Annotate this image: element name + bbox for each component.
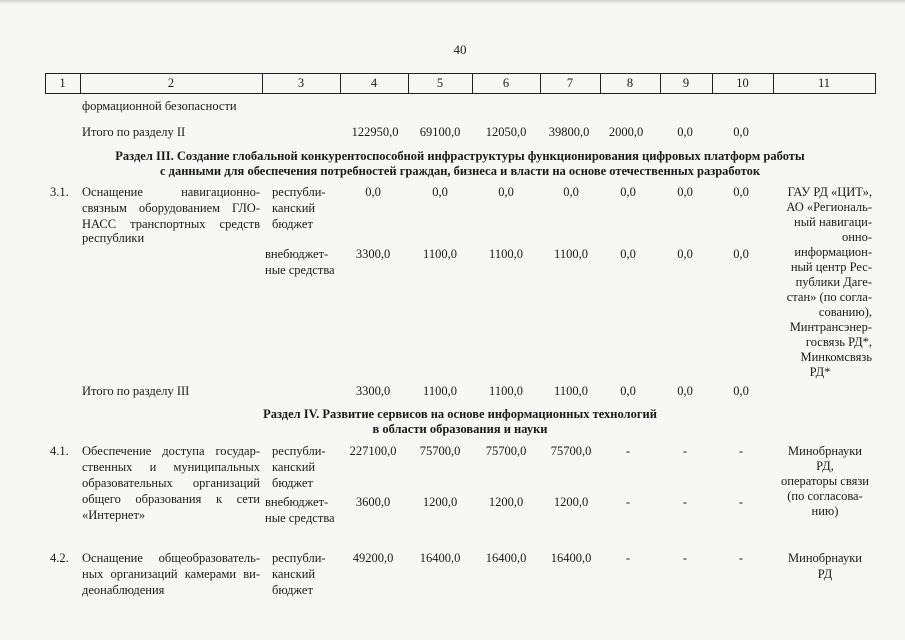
executor: АО «Региональ- — [786, 200, 872, 214]
cell-value: - — [682, 551, 688, 565]
cell-value: 16400,0 — [419, 551, 461, 565]
cell-value: 0,0 — [733, 247, 749, 261]
cell-value: 3600,0 — [355, 495, 391, 509]
cell-value: - — [738, 444, 744, 458]
funding-source: республи- — [272, 551, 326, 565]
executor: Минкомсвязь — [800, 350, 872, 364]
executor: публики Даге- — [795, 275, 872, 289]
header-col-10: 10 — [736, 76, 749, 90]
total-value: 0,0 — [733, 125, 749, 139]
total-value: 12050,0 — [485, 125, 527, 139]
header-col-6: 6 — [502, 76, 510, 90]
cell-value: 75700,0 — [485, 444, 527, 458]
row-number: 4.2. — [50, 551, 69, 565]
carryover-text: формационной безопасности — [82, 99, 237, 113]
cell-value: - — [625, 444, 631, 458]
header-col-11: 11 — [817, 76, 831, 90]
cell-value: - — [738, 551, 744, 565]
cell-value: 3300,0 — [355, 247, 391, 261]
executor: Минобрнауки — [788, 444, 862, 458]
total-value: 0,0 — [620, 384, 636, 398]
col-divider — [875, 73, 876, 94]
total-value: 0,0 — [733, 384, 749, 398]
cell-value: 1100,0 — [554, 247, 588, 261]
total-label: Итого по разделу II — [82, 125, 186, 139]
cell-value: - — [625, 495, 631, 509]
executor: информацион- — [794, 245, 872, 259]
funding-source: бюджет — [272, 217, 313, 231]
funding-source: бюджет — [272, 583, 313, 597]
funding-source: внебюджет- — [265, 247, 329, 261]
total-value: 1100,0 — [554, 384, 588, 398]
scan-edge — [0, 0, 905, 4]
executor: онно- — [841, 230, 872, 244]
section-4-title: Раздел IV. Развитие сервисов на основе информационных технологий — [263, 407, 657, 421]
executor: операторы связи — [781, 474, 869, 488]
cell-value: 1200,0 — [422, 495, 458, 509]
cell-value: 0,0 — [677, 247, 693, 261]
row-description: Оснащение навигационно- — [82, 185, 260, 199]
header-col-5: 5 — [436, 76, 444, 90]
total-value: 39800,0 — [548, 125, 590, 139]
total-value: 0,0 — [677, 125, 693, 139]
row-description: общего образования к сети — [82, 492, 260, 506]
page-number: 40 — [453, 42, 467, 57]
funding-source: бюджет — [272, 476, 313, 490]
executor: (по согласова- — [787, 489, 863, 503]
executor: Минобрнауки — [788, 551, 862, 565]
row-description: ственных и муниципальных — [82, 460, 260, 474]
row-number: 4.1. — [50, 444, 69, 458]
cell-value: 227100,0 — [349, 444, 397, 458]
executor: ГАУ РД «ЦИТ», — [787, 185, 872, 199]
executor: сованию), — [818, 305, 872, 319]
header-col-8: 8 — [626, 76, 634, 90]
cell-value: 1200,0 — [488, 495, 524, 509]
cell-value: - — [738, 495, 744, 509]
total-value: 122950,0 — [351, 125, 399, 139]
executor: РД, — [816, 459, 834, 473]
section-4-title-cont: в области образования и науки — [372, 422, 548, 436]
row-description: деонаблюдения — [82, 583, 165, 597]
header-col-1: 1 — [59, 76, 66, 90]
total-value: 69100,0 — [419, 125, 461, 139]
row-description: связным оборудованием ГЛО- — [82, 201, 260, 215]
funding-source: республи- — [272, 444, 326, 458]
section-3-title-cont: с данными для обеспечения потребностей граждан, бизнеса и власти на основе отечественных разработок — [159, 164, 761, 178]
funding-source: ные средства — [265, 263, 335, 277]
cell-value: - — [682, 495, 688, 509]
funding-source: канский — [272, 460, 316, 474]
row-description: ных организаций камерами ви- — [82, 567, 260, 581]
executor: Минтрансэнер- — [789, 320, 872, 334]
row-description: образовательных организаций — [82, 476, 260, 490]
cell-value: 75700,0 — [419, 444, 461, 458]
funding-source: внебюджет- — [265, 495, 329, 509]
total-label: Итого по разделу III — [82, 384, 190, 398]
cell-value: 1200,0 — [553, 495, 589, 509]
row-description: Оснащение общеобразователь- — [82, 551, 260, 565]
total-value: 3300,0 — [355, 384, 391, 398]
header-bottom-border — [45, 93, 875, 94]
row-number: 3.1. — [50, 185, 69, 199]
cell-value: 0,0 — [432, 185, 448, 199]
cell-value: 1100,0 — [423, 247, 457, 261]
row-description: республики — [82, 231, 145, 245]
total-value: 1100,0 — [423, 384, 457, 398]
funding-source: канский — [272, 567, 316, 581]
header-col-7: 7 — [566, 76, 574, 90]
cell-value: 0,0 — [365, 185, 381, 199]
cell-value: 0,0 — [563, 185, 579, 199]
total-value: 0,0 — [677, 384, 693, 398]
funding-source: канский — [272, 201, 316, 215]
section-3-title: Раздел III. Создание глобальной конкурентоспособной инфраструктуры функционирования цифровых платформ работы — [115, 149, 805, 163]
executor: ный центр Рес- — [790, 260, 872, 274]
cell-value: 0,0 — [620, 247, 636, 261]
executor: РД* — [809, 365, 831, 379]
funding-source: республи- — [272, 185, 326, 199]
cell-value: 16400,0 — [550, 551, 592, 565]
executor: РД — [817, 567, 833, 581]
row-description: НАСС транспортных средств — [82, 217, 260, 231]
header-col-3: 3 — [297, 76, 305, 90]
executor: стан» (по согла- — [786, 290, 872, 304]
cell-value: 16400,0 — [485, 551, 527, 565]
row-description: Обеспечение доступа государ- — [82, 444, 260, 458]
executor: госвязь РД*, — [805, 335, 872, 349]
row-description: «Интернет» — [82, 508, 146, 522]
cell-value: 75700,0 — [550, 444, 592, 458]
header-col-2: 2 — [167, 76, 175, 90]
total-value: 2000,0 — [608, 125, 644, 139]
cell-value: 0,0 — [620, 185, 636, 199]
executor: ный навигаци- — [794, 215, 872, 229]
cell-value: 49200,0 — [352, 551, 394, 565]
header-col-9: 9 — [682, 76, 690, 90]
cell-value: 0,0 — [498, 185, 514, 199]
cell-value: - — [682, 444, 688, 458]
total-value: 1100,0 — [489, 384, 523, 398]
executor: нию) — [811, 504, 839, 518]
cell-value: 1100,0 — [489, 247, 523, 261]
header-col-4: 4 — [370, 76, 378, 90]
funding-source: ные средства — [265, 511, 335, 525]
cell-value: - — [625, 551, 631, 565]
cell-value: 0,0 — [677, 185, 693, 199]
cell-value: 0,0 — [733, 185, 749, 199]
